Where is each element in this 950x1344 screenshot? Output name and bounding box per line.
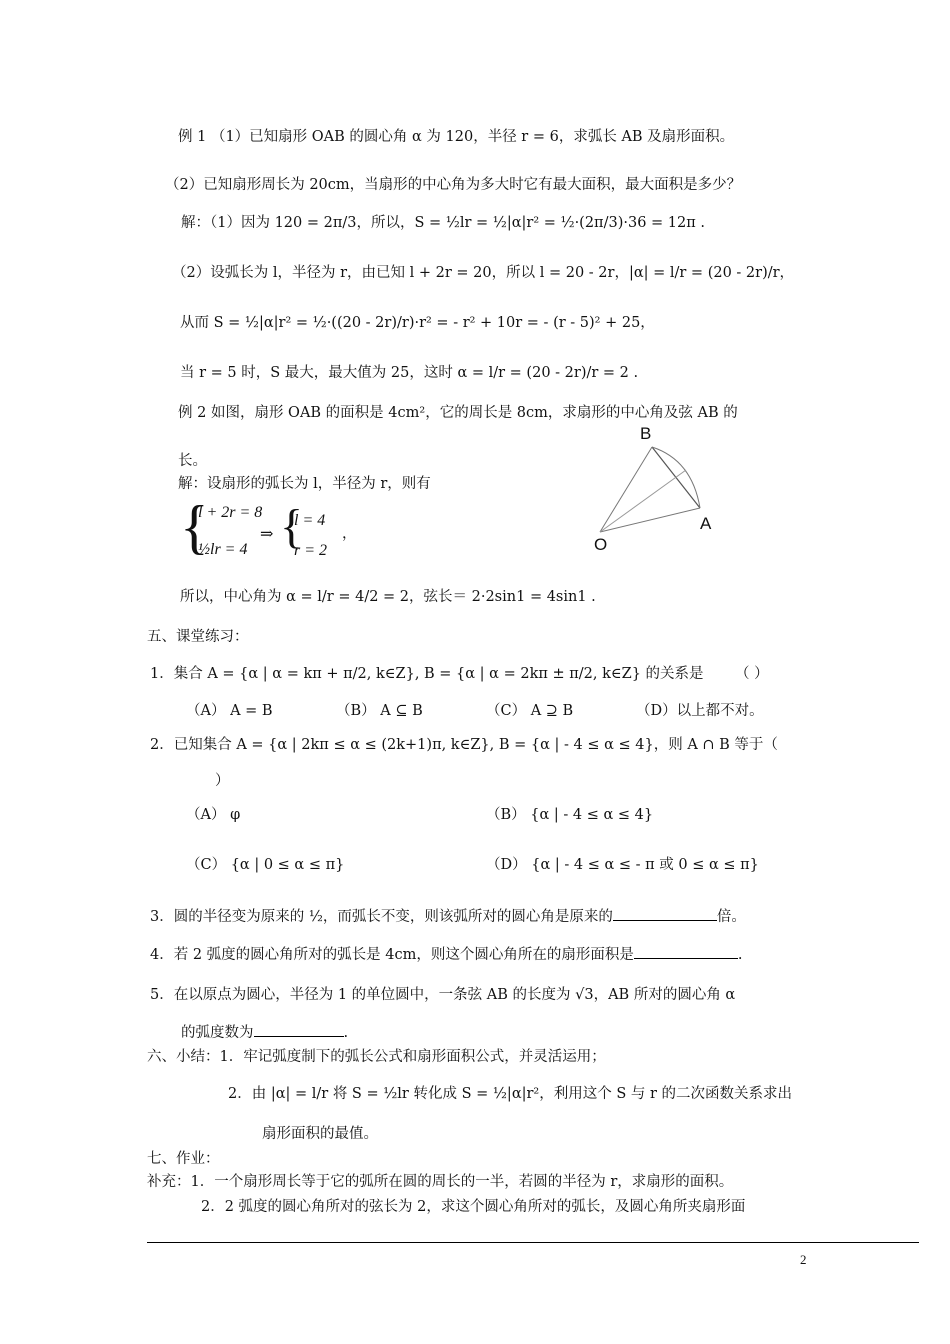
ex2-question-1: 例 2 如图，扇形 OAB 的面积是 4cm²，它的周长是 8cm，求扇形的中心角及弦 AB 的 — [178, 405, 738, 421]
section-6-summary-1: 六、小结：1．牢记弧度制下的弧长公式和扇形面积公式，并灵活运用； — [147, 1049, 606, 1065]
figure-label-b: B — [640, 424, 652, 443]
practice-2-option-b: （B） {α | - 4 ≤ α ≤ 4} — [486, 807, 654, 823]
system-brace-left: { — [180, 494, 209, 560]
practice-5-text: 的弧度数为 — [181, 1025, 254, 1041]
practice-3 — [150, 908, 746, 926]
practice-4-suffix: . — [737, 947, 743, 963]
practice-3-text: 3．圆的半径变为原来的 ½，而弧长不变，则该弧所对的圆心角是原来的 — [150, 909, 613, 925]
practice-4-text: 4．若 2 弧度的圆心角所对的弧长是 4cm，则这个圆心角所在的扇形面积是 — [150, 947, 634, 963]
practice-2-option-a: （A） φ — [186, 807, 241, 823]
answer-blank-5[interactable] — [254, 1036, 344, 1037]
ex1-solution-4: 当 r = 5 时，S 最大，最大值为 25，这时 α = l/r = (20 - 2r)/r = 2 . — [180, 365, 639, 381]
radius-oa — [600, 508, 700, 532]
section-6-summary-2: 2．由 |α| = l/r 将 S = ½lr 转化成 S = ½|α|r²，利用这个 S 与 r 的二次函数关系求出 — [228, 1086, 793, 1102]
practice-5: 5．在以原点为圆心，半径为 1 的单位圆中，一条弦 AB 的长度为 √3，AB 所对的圆心角 α — [150, 987, 736, 1003]
ex2-result-r: r = 2 — [294, 542, 328, 559]
practice-1: 1．集合 A = {α | α = kπ + π/2, k∈Z}, B = {α | α = 2kπ ± π/2, k∈Z} 的关系是 — [150, 666, 704, 682]
implies-arrow: ⇒ — [260, 526, 274, 543]
ex2-solution-1: 解：设扇形的弧长为 l，半径为 r，则有 — [178, 476, 431, 492]
practice-2-option-d: （D） {α | - 4 ≤ α ≤ - π 或 0 ≤ α ≤ π} — [486, 857, 759, 873]
ex2-result-l: l = 4 — [294, 512, 326, 529]
practice-5-suffix: . — [343, 1025, 349, 1041]
homework-2: 2．2 弧度的圆心角所对的弦长为 2，求这个圆心角所对的弧长，及圆心角所夹扇形面 — [201, 1199, 746, 1215]
practice-1-paren: （ ） — [735, 666, 769, 682]
ex1-solution-2: （2）设弧长为 l，半径为 r，由已知 l + 2r = 20，所以 l = 20 - 2r，|α| = l/r = (20 - 2r)/r， — [172, 265, 795, 281]
practice-1-option-a: （A） A = B — [186, 703, 273, 719]
ex1-question-2: （2）已知扇形周长为 20cm，当扇形的中心角为多大时它有最大面积，最大面积是多少？ — [165, 177, 742, 193]
ex1-solution-3: 从而 S = ½|α|r² = ½·((20 - 2r)/r)·r² = - r² + 10r = - (r - 5)² + 25， — [180, 315, 655, 331]
ex2-system-comma: ， — [342, 526, 357, 542]
ex1-solution-1: 解：（1）因为 120 = 2π/3，所以，S = ½lr = ½|α|r² = ½·(2π/3)·36 = 12π . — [181, 215, 705, 231]
result-brace-left: { — [280, 500, 304, 553]
section-7-heading: 七、作业： — [147, 1151, 220, 1167]
practice-2-option-c: （C） {α | 0 ≤ α ≤ π} — [186, 857, 345, 873]
inner-chord — [600, 470, 686, 532]
practice-2: 2．已知集合 A = {α | 2kπ ≤ α ≤ (2k+1)π, k∈Z}, B = {α | - 4 ≤ α ≤ 4}，则 A ∩ B 等于（ — [150, 737, 778, 753]
homework-1: 补充：1．一个扇形周长等于它的弧所在圆的周长的一半，若圆的半径为 r，求扇形的面积。 — [147, 1174, 734, 1190]
practice-1-option-c: （C） A ⊇ B — [486, 703, 574, 719]
practice-1-option-b: （B） A ⊆ B — [336, 703, 423, 719]
practice-5-cont — [181, 1024, 348, 1042]
answer-blank-4[interactable] — [634, 958, 738, 959]
answer-blank-3[interactable] — [613, 920, 717, 921]
ex2-system-eq1: l + 2r = 8 — [198, 504, 263, 521]
practice-3-suffix: 倍。 — [716, 909, 746, 925]
ex2-solution-2: 所以，中心角为 α = l/r = 4/2 = 2，弦长＝ 2·2sin1 = 4sin1 . — [180, 589, 596, 605]
footer-rule — [147, 1242, 919, 1243]
ex2-system-eq2: ½lr = 4 — [198, 541, 248, 558]
figure-label-a: A — [700, 514, 712, 533]
practice-4 — [150, 946, 742, 964]
practice-1-option-d: （D）以上都不对。 — [636, 703, 764, 719]
radius-ob — [600, 447, 652, 532]
section-6-summary-3: 扇形面积的最值。 — [262, 1126, 378, 1142]
section-5-heading: 五、课堂练习： — [147, 629, 249, 645]
figure-label-o: O — [594, 535, 608, 554]
page-number: 2 — [800, 1252, 807, 1267]
ex1-question-1: 例 1 （1）已知扇形 OAB 的圆心角 α 为 120，半径 r = 6，求弧长 AB 及扇形面积。 — [178, 129, 735, 145]
ex2-question-2: 长。 — [178, 453, 207, 469]
practice-2-close-paren: ） — [215, 773, 230, 789]
